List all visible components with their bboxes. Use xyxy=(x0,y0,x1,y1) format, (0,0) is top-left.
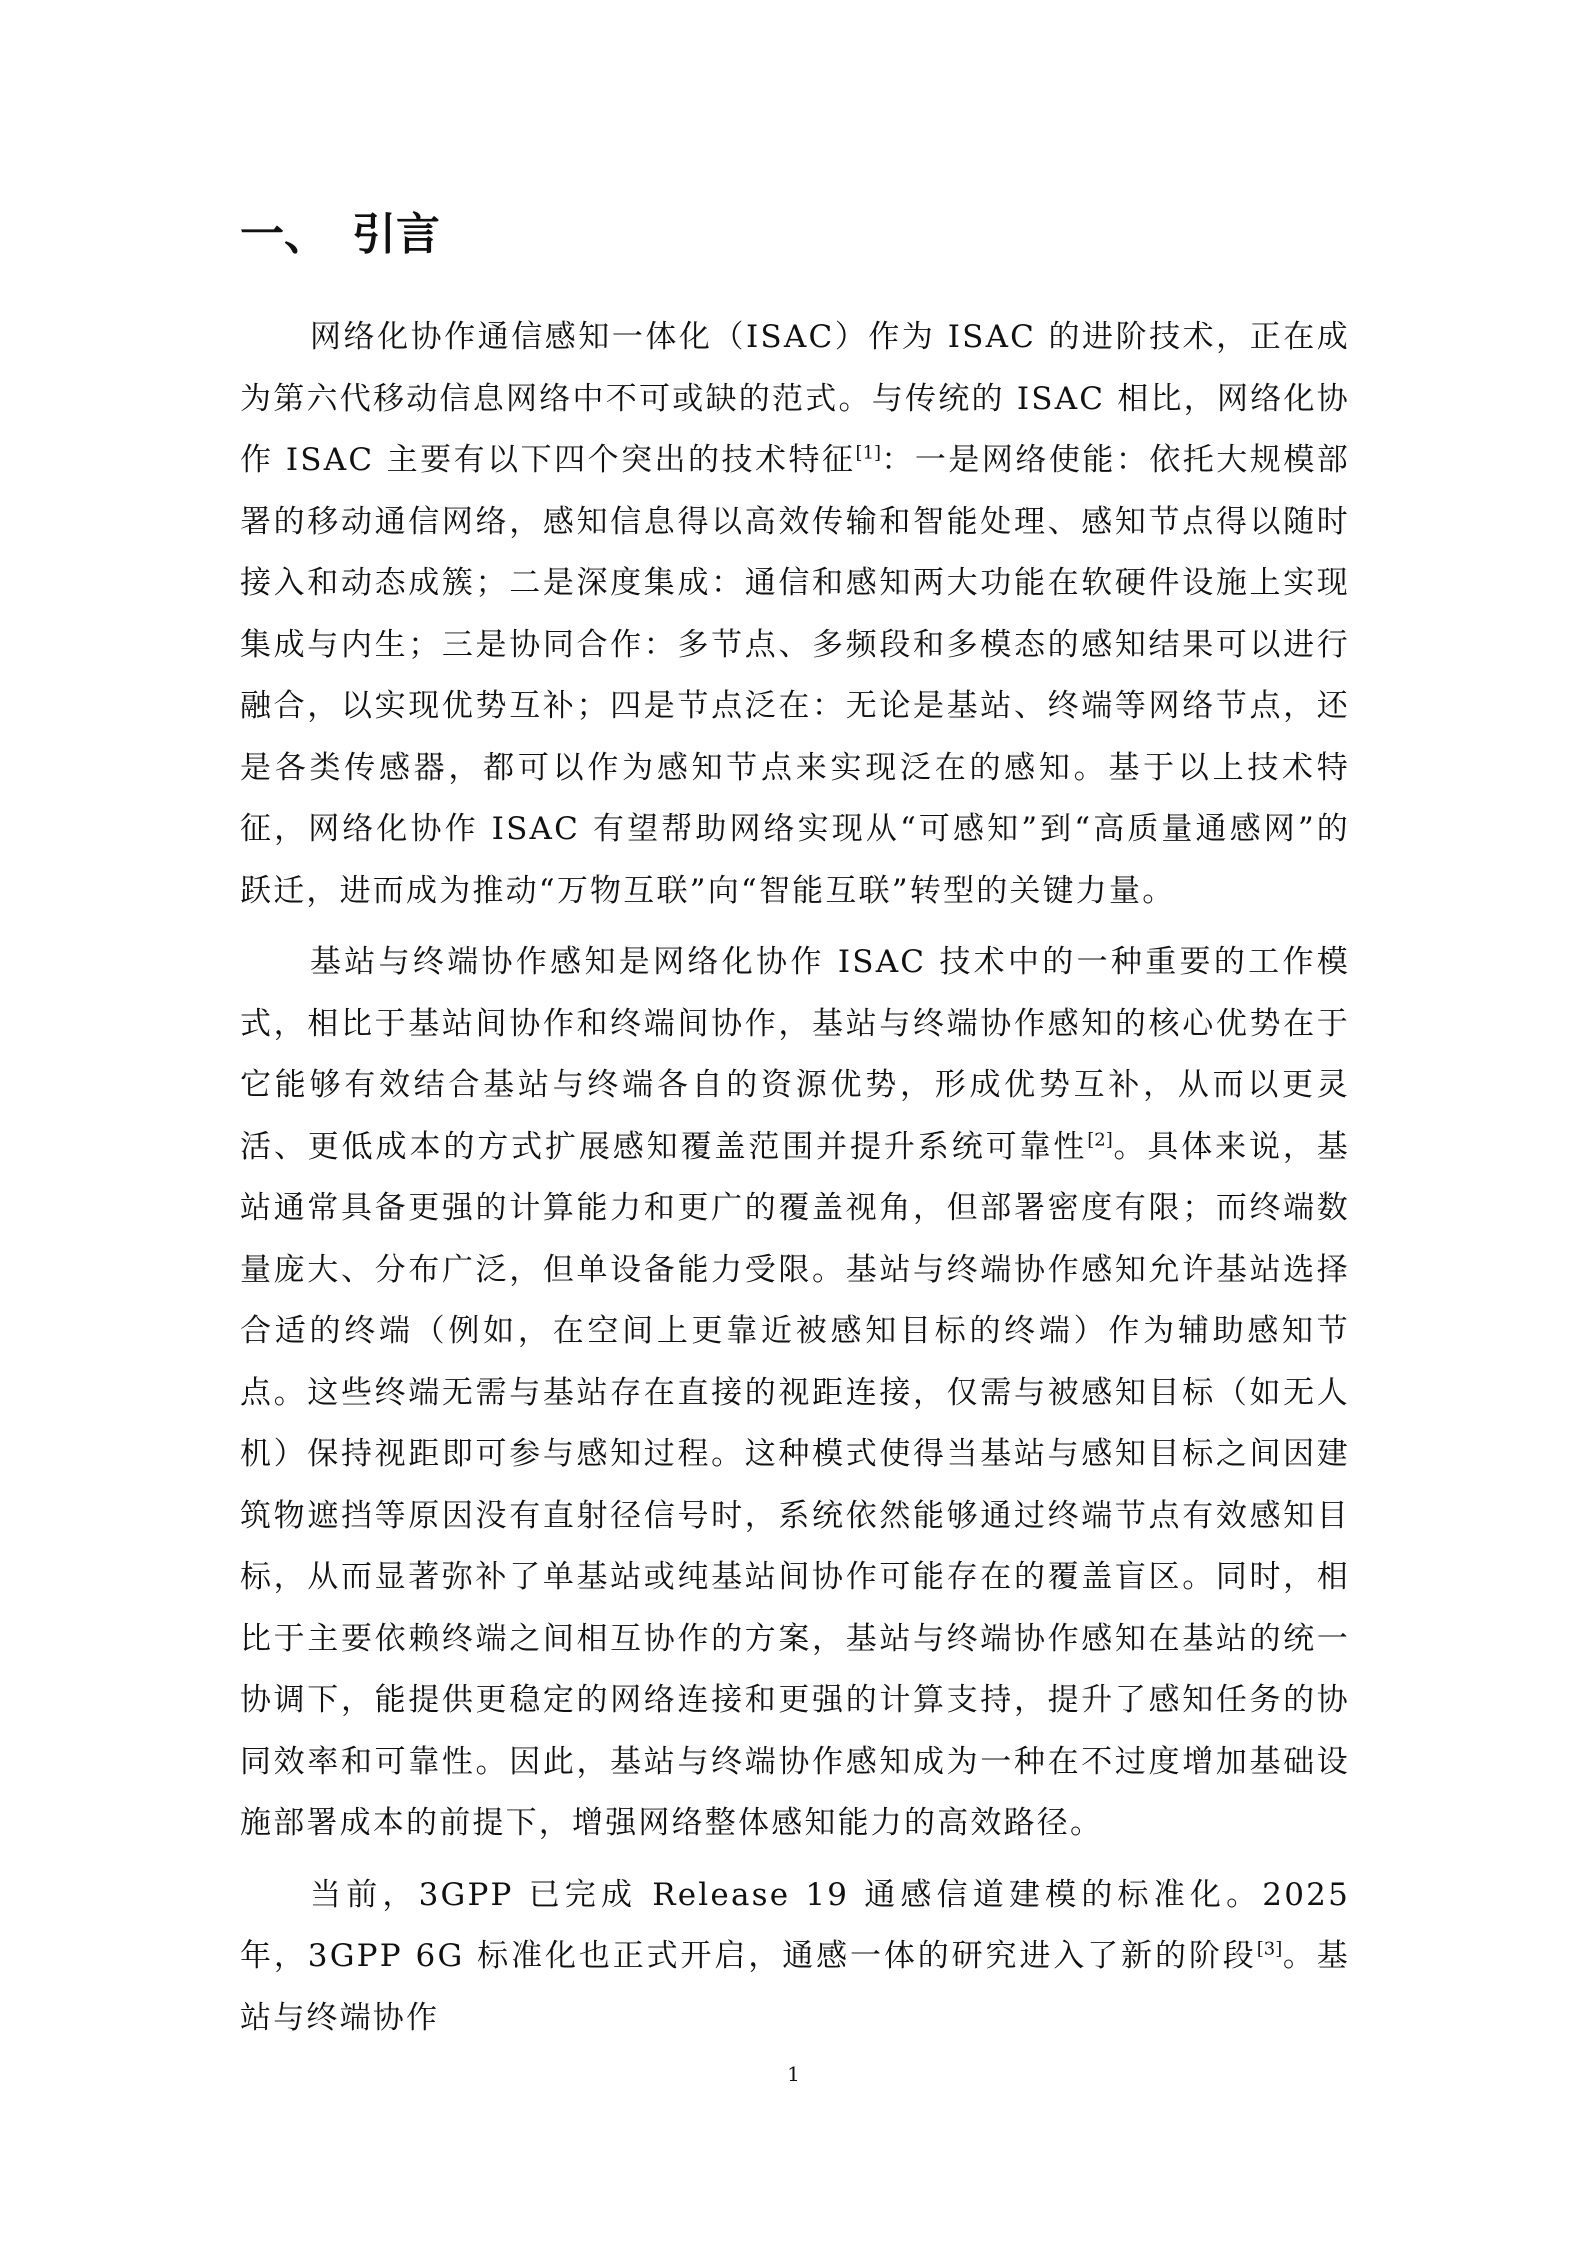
paragraph-1 xyxy=(240,307,1350,922)
paragraph-3 xyxy=(240,1865,1350,2050)
citation-ref: [3] xyxy=(1256,1938,1283,1960)
page-number: 1 xyxy=(787,2062,800,2086)
paragraph-text: ：一是网络使能：依托大规模部署的移动通信网络，感知信息得以高效传输和智能处理、感知节点得以随时接入和动态成簇；二是深度集成：通信和感知两大功能在软硬件设施上实现集成与内生；三是协同合作：多节点、多频段和多模态的感知结果可以进行融合，以实现优势互补；四是节点泛在：无论是基站、终端等网络节点，还是各类传感器，都可以作为感知节点来实现泛在的感知。基于以上技术特征，网络化协作 ISAC 有望帮助网络实现从“可感知”到“高质量通感网”的跃迁，进而成为推动“万物互联”向“智能互联”转型的关键力量。 xyxy=(240,442,1350,909)
paragraph-text: 网络化协作通信感知一体化（ISAC）作为 ISAC 的进阶技术，正在成为第六代移动信息网络中不可或缺的范式。与传统的 ISAC 相比，网络化协作 ISAC 主要有以下四个突出的技术特征 xyxy=(240,319,1350,478)
paragraph-text: 基站与终端协作感知是网络化协作 ISAC 技术中的一种重要的工作模式，相比于基站间协作和终端间协作，基站与终端协作感知的核心优势在于它能够有效结合基站与终端各自的资源优势，形成优势互补，从而以更灵活、更低成本的方式扩展感知覆盖范围并提升系统可靠性 xyxy=(240,944,1350,1165)
section-title: 引言 xyxy=(352,209,440,260)
citation-ref: [1] xyxy=(855,442,882,464)
paragraph-text: 当前，3GPP 已完成 Release 19 通感信道建模的标准化。2025 年，3GPP 6G 标准化也正式开启，通感一体的研究进入了新的阶段 xyxy=(240,1876,1350,1974)
section-heading xyxy=(240,205,440,265)
paragraph-text: 。具体来说，基站通常具备更强的计算能力和更广的覆盖视角，但部署密度有限；而终端数量庞大、分布广泛，但单设备能力受限。基站与终端协作感知允许基站选择合适的终端（例如，在空间上更靠近被感知目标的终端）作为辅助感知节点。这些终端无需与基站存在直接的视距连接，仅需与被感知目标（如无人机）保持视距即可参与感知过程。这种模式使得当基站与感知目标之间因建筑物遮挡等原因没有直射径信号时，系统依然能够通过终端节点有效感知目标，从而显著弥补了单基站或纯基站间协作可能存在的覆盖盲区。同时，相比于主要依赖终端之间相互协作的方案，基站与终端协作感知在基站的统一协调下，能提供更稳定的网络连接和更强的计算支持，提升了感知任务的协同效率和可靠性。因此，基站与终端协作感知成为一种在不过度增加基础设施部署成本的前提下，增强网络整体感知能力的高效路径。 xyxy=(240,1128,1350,1841)
body-text xyxy=(240,307,1350,2059)
citation-ref: [2] xyxy=(1087,1129,1113,1151)
section-number: 一、 xyxy=(240,209,328,260)
paragraph-2 xyxy=(240,932,1350,1855)
paragraph-text: 。基站与终端协作 xyxy=(240,1938,1351,2036)
